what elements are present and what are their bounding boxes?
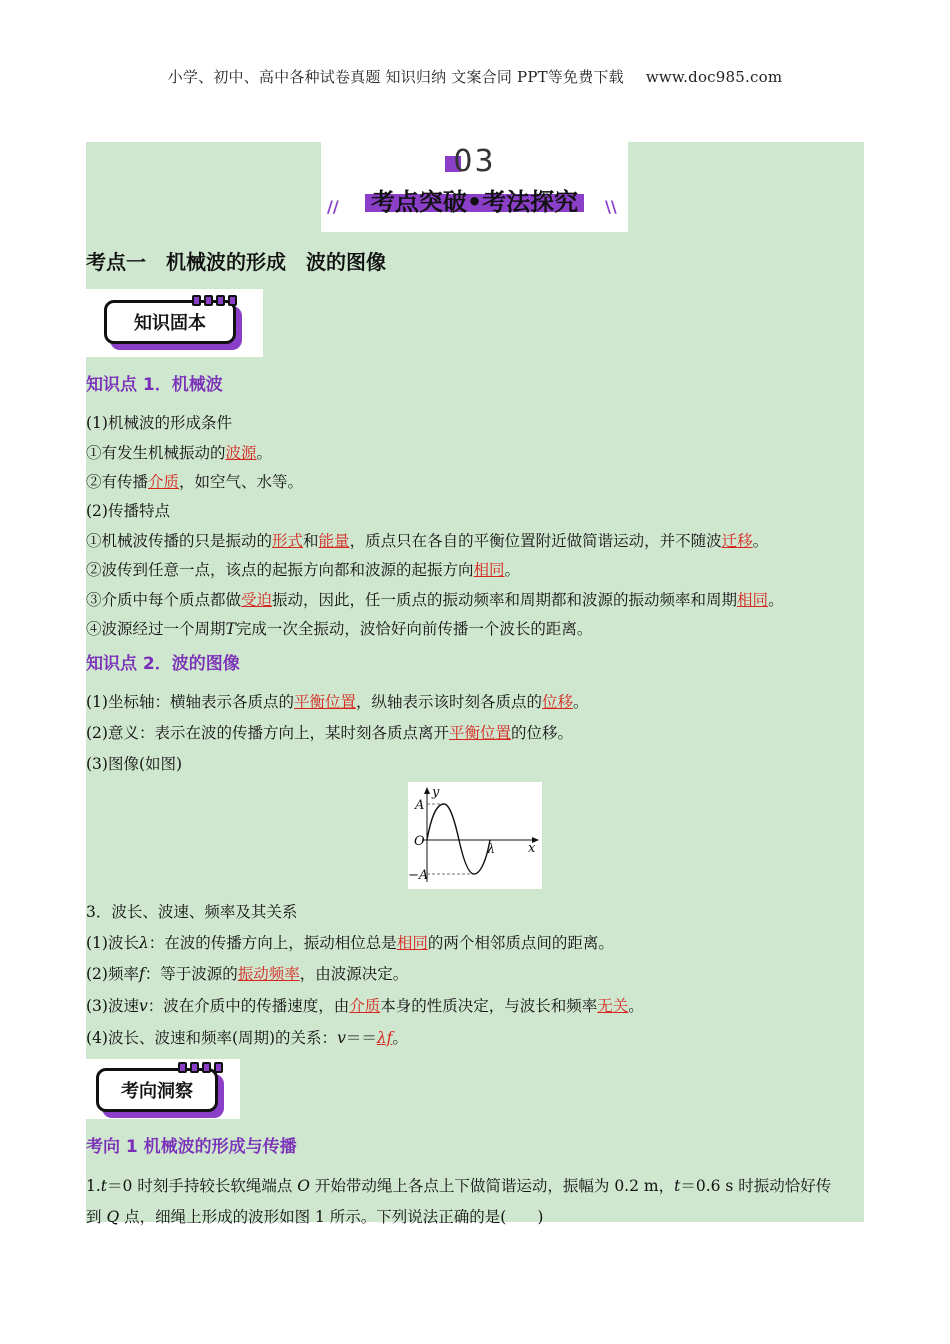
section-title: 考点一 机械波的形成 波的图像 (86, 250, 386, 274)
kp2-line3: (3)图像(如图) (86, 755, 183, 773)
header-url[interactable]: www.doc985.com (645, 68, 783, 86)
badge-knowledge (86, 289, 263, 357)
badge-knowledge-label: 知识固本 (104, 300, 236, 344)
kp1-line5: ①机械波传播的只是振动的形式和能量，质点只在各自的平衡位置附近做简谐运动，并不随波迁移。 (86, 532, 769, 550)
kp1-line1: (1)机械波的形成条件 (86, 414, 232, 432)
badge-dots-decoration (192, 295, 237, 306)
kp3-line3: (3)波速v：波在介质中的传播速度，由介质本身的性质决定，与波长和频率无关。 (86, 997, 644, 1015)
origin-label: O (414, 834, 425, 849)
kp3-line2: (2)频率f：等于波源的振动频率，由波源决定。 (86, 965, 409, 983)
y-label: y (432, 785, 440, 800)
question1-line2: 到 Q 点，细绳上形成的波形如图 1 所示。下列说法正确的是( ) (86, 1208, 544, 1226)
wavelength-label: λ (487, 842, 496, 857)
kp2-line2: (2)意义：表示在波的传播方向上，某时刻各质点离开平衡位置的位移。 (86, 724, 573, 742)
section-banner (321, 142, 628, 232)
page-header (0, 66, 950, 87)
banner-number: 03 (453, 144, 496, 179)
kp2-title: 知识点 2．波的图像 (86, 654, 240, 674)
kp1-line7: ③介质中每个质点都做受迫振动，因此，任一质点的振动频率和周期都和波源的振动频率和周期相同。 (86, 591, 784, 609)
dir1-title: 考向 1 机械波的形成与传播 (86, 1137, 297, 1157)
wave-graph (408, 782, 542, 889)
slash-left-decoration: // (327, 197, 339, 216)
banner-title: 考点突破•考法探究 (370, 188, 579, 216)
question1-line1: 1.t＝0 时刻手持较长软绳端点 O 开始带动绳上各点上下做简谐运动，振幅为 0.2 m，t＝0.6 s 时振动恰好传 (86, 1177, 832, 1195)
kp1-line4: (2)传播特点 (86, 502, 170, 520)
badge-dots-decoration (178, 1062, 223, 1073)
kp2-line1: (1)坐标轴：横轴表示各质点的平衡位置，纵轴表示该时刻各质点的位移。 (86, 693, 589, 711)
badge-direction-label: 考向洞察 (96, 1068, 218, 1112)
kp3-title: 3．波长、波速、频率及其关系 (86, 903, 298, 921)
kp1-line6: ②波传到任意一点，该点的起振方向都和波源的起振方向相同。 (86, 561, 521, 579)
x-label: x (528, 841, 536, 856)
kp1-line8: ④波源经过一个周期T完成一次全振动，波恰好向前传播一个波长的距离。 (86, 620, 593, 638)
header-text: 小学、初中、高中各种试卷真题 知识归纳 文案合同 PPT等免费下载 (167, 68, 624, 86)
amplitude-label: A (415, 798, 425, 813)
kp1-line3: ②有传播介质，如空气、水等。 (86, 473, 304, 491)
kp1-line2: ①有发生机械振动的波源。 (86, 444, 273, 462)
badge-direction (86, 1059, 240, 1119)
kp3-line1: (1)波长λ：在波的传播方向上，振动相位总是相同的两个相邻质点间的距离。 (86, 934, 614, 952)
slash-right-decoration: \\ (605, 197, 617, 216)
kp1-title: 知识点 1．机械波 (86, 375, 223, 395)
kp3-line4: (4)波长、波速和频率(周期)的关系：v＝＝λf。 (86, 1029, 408, 1047)
wave-curve (427, 804, 490, 874)
neg-amplitude-label: −A (408, 868, 429, 883)
y-axis-arrow (424, 787, 430, 794)
